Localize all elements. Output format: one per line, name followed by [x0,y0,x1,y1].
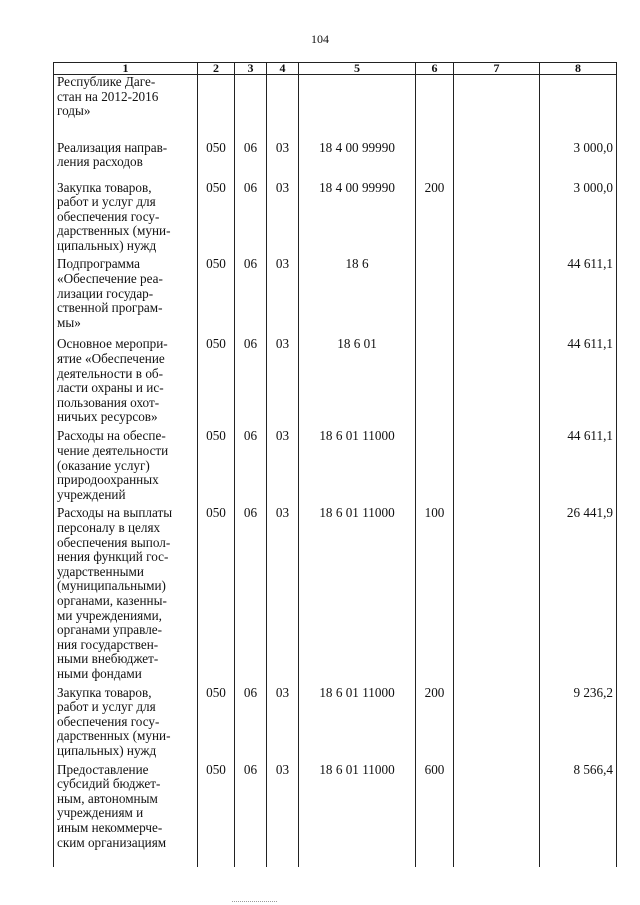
expense-type-cell [416,425,454,502]
code-cell: 050 [198,682,235,759]
col-header: 4 [267,63,299,75]
empty-cell [454,682,540,759]
section-cell: 06 [235,253,267,333]
expense-type-cell [416,137,454,177]
row-name-cell: Основное меропри- ятие «Обеспечение деятельности в об- ласти охраны и ис- пользования охот- ничьих ресурсов» [54,333,198,425]
row-name-cell: Расходы на выплаты персоналу в целях обеспечения выпол- нения функций гос- ударственными (муниципальными) органами, казенны- ми учреждениями, органами управле- ния государствен- ными внебюджет- ными фондами [54,502,198,681]
expense-type-cell: 600 [416,759,454,867]
empty-cell [454,502,540,681]
table-row [54,137,617,177]
subsection-cell: 03 [267,333,299,425]
section-cell: 06 [235,425,267,502]
col-header: 3 [235,63,267,75]
table-row [54,759,617,867]
table-row [54,75,617,137]
subsection-cell: 03 [267,759,299,867]
section-cell: 06 [235,177,267,254]
col-header: 5 [299,63,416,75]
target-article-cell: 18 6 01 11000 [299,682,416,759]
header-row [54,63,617,75]
col-header: 2 [198,63,235,75]
expense-type-cell [416,253,454,333]
section-cell: 06 [235,759,267,867]
table-row [54,502,617,681]
col-header: 6 [416,63,454,75]
amount-cell: 3 000,0 [540,137,617,177]
target-article-cell: 18 6 01 11000 [299,759,416,867]
row-name-cell: Подпрограмма «Обеспечение реа- лизации государ- ственной програм- мы» [54,253,198,333]
subsection-cell: 03 [267,502,299,681]
empty-cell [454,177,540,254]
row-name-cell: Закупка товаров, работ и услуг для обеспечения госу- дарственных (муни- ципальных) нужд [54,177,198,254]
expense-type-cell [416,333,454,425]
row-name-cell: Республике Даге- стан на 2012-2016 годы» [54,75,198,137]
amount-cell: 26 441,9 [540,502,617,681]
subsection-cell [267,75,299,137]
empty-cell [454,75,540,137]
scan-mark [232,901,277,902]
target-article-cell: 18 4 00 99990 [299,137,416,177]
code-cell: 050 [198,333,235,425]
code-cell: 050 [198,759,235,867]
code-cell: 050 [198,177,235,254]
code-cell: 050 [198,137,235,177]
section-cell: 06 [235,137,267,177]
section-cell: 06 [235,502,267,681]
col-header: 7 [454,63,540,75]
row-name-cell: Предоставление субсидий бюджет- ным, автономным учреждениям и иным некоммерче- ским организациям [54,759,198,867]
code-cell: 050 [198,425,235,502]
table-row [54,333,617,425]
row-name-cell: Расходы на обеспе- чение деятельности (оказание услуг) природоохранных учреждений [54,425,198,502]
row-name-cell: Закупка товаров, работ и услуг для обеспечения госу- дарственных (муни- ципальных) нужд [54,682,198,759]
empty-cell [454,425,540,502]
amount-cell: 44 611,1 [540,425,617,502]
expense-type-cell: 200 [416,682,454,759]
amount-cell: 44 611,1 [540,333,617,425]
code-cell [198,75,235,137]
table-row [54,425,617,502]
target-article-cell: 18 6 01 11000 [299,502,416,681]
subsection-cell: 03 [267,137,299,177]
amount-cell: 8 566,4 [540,759,617,867]
amount-cell [540,75,617,137]
target-article-cell: 18 4 00 99990 [299,177,416,254]
empty-cell [454,253,540,333]
page-number: 104 [311,32,329,46]
subsection-cell: 03 [267,425,299,502]
subsection-cell: 03 [267,177,299,254]
budget-table [53,62,617,867]
subsection-cell: 03 [267,682,299,759]
subsection-cell: 03 [267,253,299,333]
table-row [54,682,617,759]
expense-type-cell: 200 [416,177,454,254]
target-article-cell: 18 6 01 11000 [299,425,416,502]
amount-cell: 3 000,0 [540,177,617,254]
code-cell: 050 [198,502,235,681]
section-cell [235,75,267,137]
empty-cell [454,333,540,425]
expense-type-cell: 100 [416,502,454,681]
target-article-cell: 18 6 01 [299,333,416,425]
target-article-cell: 18 6 [299,253,416,333]
code-cell: 050 [198,253,235,333]
target-article-cell [299,75,416,137]
amount-cell: 9 236,2 [540,682,617,759]
row-name-cell: Реализация направ- ления расходов [54,137,198,177]
table-row [54,253,617,333]
section-cell: 06 [235,682,267,759]
table-row [54,177,617,254]
section-cell: 06 [235,333,267,425]
empty-cell [454,137,540,177]
col-header: 1 [54,63,198,75]
col-header: 8 [540,63,617,75]
empty-cell [454,759,540,867]
expense-type-cell [416,75,454,137]
amount-cell: 44 611,1 [540,253,617,333]
